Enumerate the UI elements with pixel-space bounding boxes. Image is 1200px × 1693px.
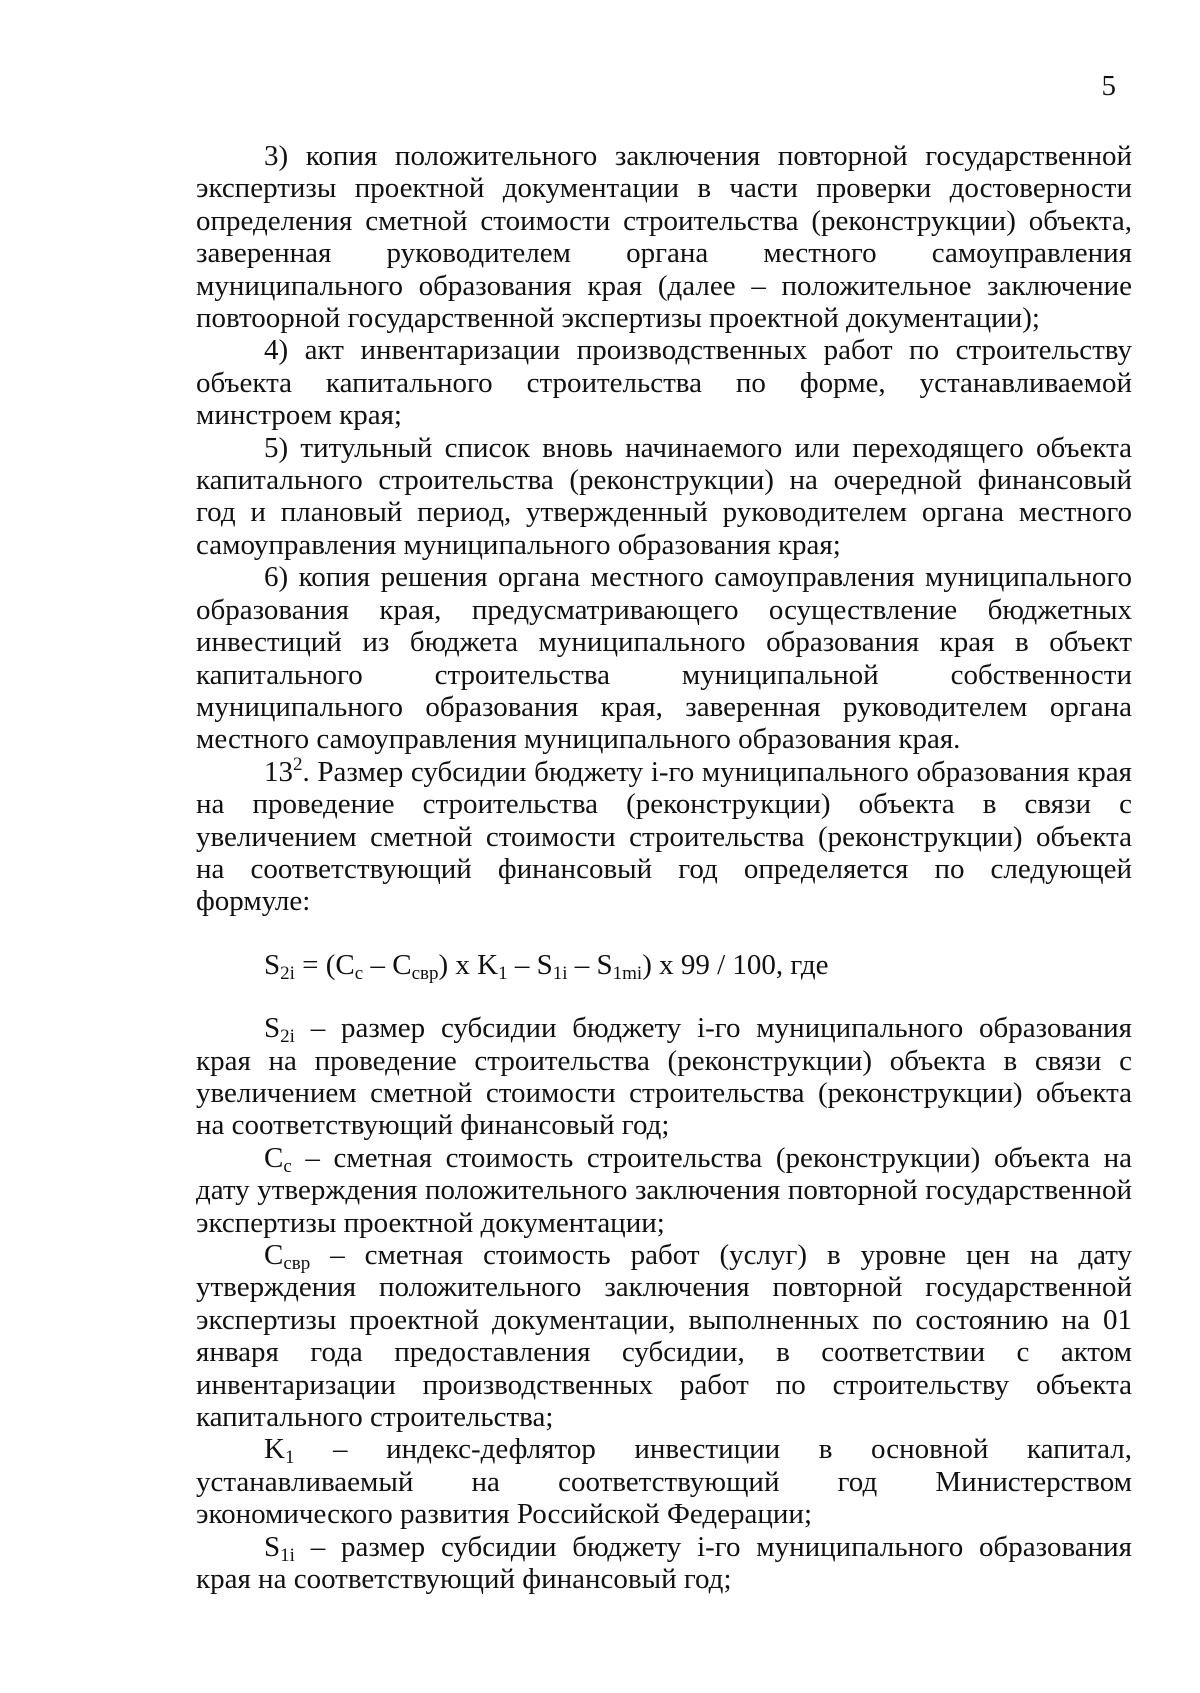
- clause-superscript: 2: [293, 753, 303, 775]
- paragraph-item-6: 6) копия решения органа местного самоуправления муниципального образования края, предусматривающего осуществление бюджетных инвестиций из бюджета муниципального образования края в объект капитального строительства муниципальной собственности муниципального образования края, заверенная руководителем органа местного самоуправления муниципального образования края.: [196, 561, 1132, 756]
- definition-cc: $C_c$ – сметная стоимость строительства (реконструкции) объекта на дату утверждения положительного заключения повторной государственной экспертизы проектной документации;: [196, 1141, 1132, 1239]
- definition-s2i: $S_{2i}$ – размер субсидии бюджету i-го муниципального образования края на проведение строительства (реконструкции) объекта в связи с увеличением сметной стоимости строительства (реконструкции) объекта на соответствующий финансовый год;: [196, 1012, 1132, 1142]
- definition-csvr: $C_{свр}$ – сметная стоимость работ (услуг) в уровне цен на дату утверждения положительного заключения повторной государственной экспертизы проектной документации, выполненных по состоянию на 01 января года предоставления субсидии, в соответствии с актом инвентаризации производственных работ по строительству объекта капитального строительства;: [196, 1239, 1132, 1434]
- clause-number: 13: [264, 755, 293, 788]
- subsidy-formula: $S_{2i} = (C_c - C_{свр})$ x $K_1 - S_{1i} - S_{1mi}$) x 99 / 100, где: [264, 948, 829, 984]
- paragraph-item-3: 3) копия положительного заключения повторной государственной экспертизы проектной документации в части проверки достоверности определения сметной стоимости строительства (реконструкции) объекта, заверенная руководителем органа местного самоуправления муниципального образования края (далее – положительное заключение повтоорной государственной экспертизы проектной документации);: [196, 140, 1132, 335]
- definition-k1: $K_1$ – индекс-дефлятор инвестиции в основной капитал, устанавливаемый на соответствующий год Министерством экономического развития Российской Федерации;: [196, 1433, 1132, 1531]
- paragraph-13-2: [196, 753, 1132, 918]
- page-number: 5: [1101, 70, 1116, 102]
- paragraph-item-5: 5) титульный список вновь начинаемого или переходящего объекта капитального строительства (реконструкции) на очередной финансовый год и плановый период, утвержденный руководителем органа местного самоуправления муниципального образования края;: [196, 431, 1132, 561]
- clause-text: . Размер субсидии бюджету i-го муниципального образования края на проведение строительства (реконструкции) объекта в связи с увеличением сметной стоимости строительства (реконструкции) объекта на соответствующий финансовый год определяется по следующей формуле:: [196, 755, 1132, 918]
- definition-s1i: $S_{1i}$ – размер субсидии бюджету i-го муниципального образования края на соответствующий финансовый год;: [196, 1530, 1132, 1596]
- page-content: [196, 140, 1132, 1595]
- paragraph-item-4: 4) акт инвентаризации производственных работ по строительству объекта капитального строительства по форме, устанавливаемой минстроем края;: [196, 334, 1132, 432]
